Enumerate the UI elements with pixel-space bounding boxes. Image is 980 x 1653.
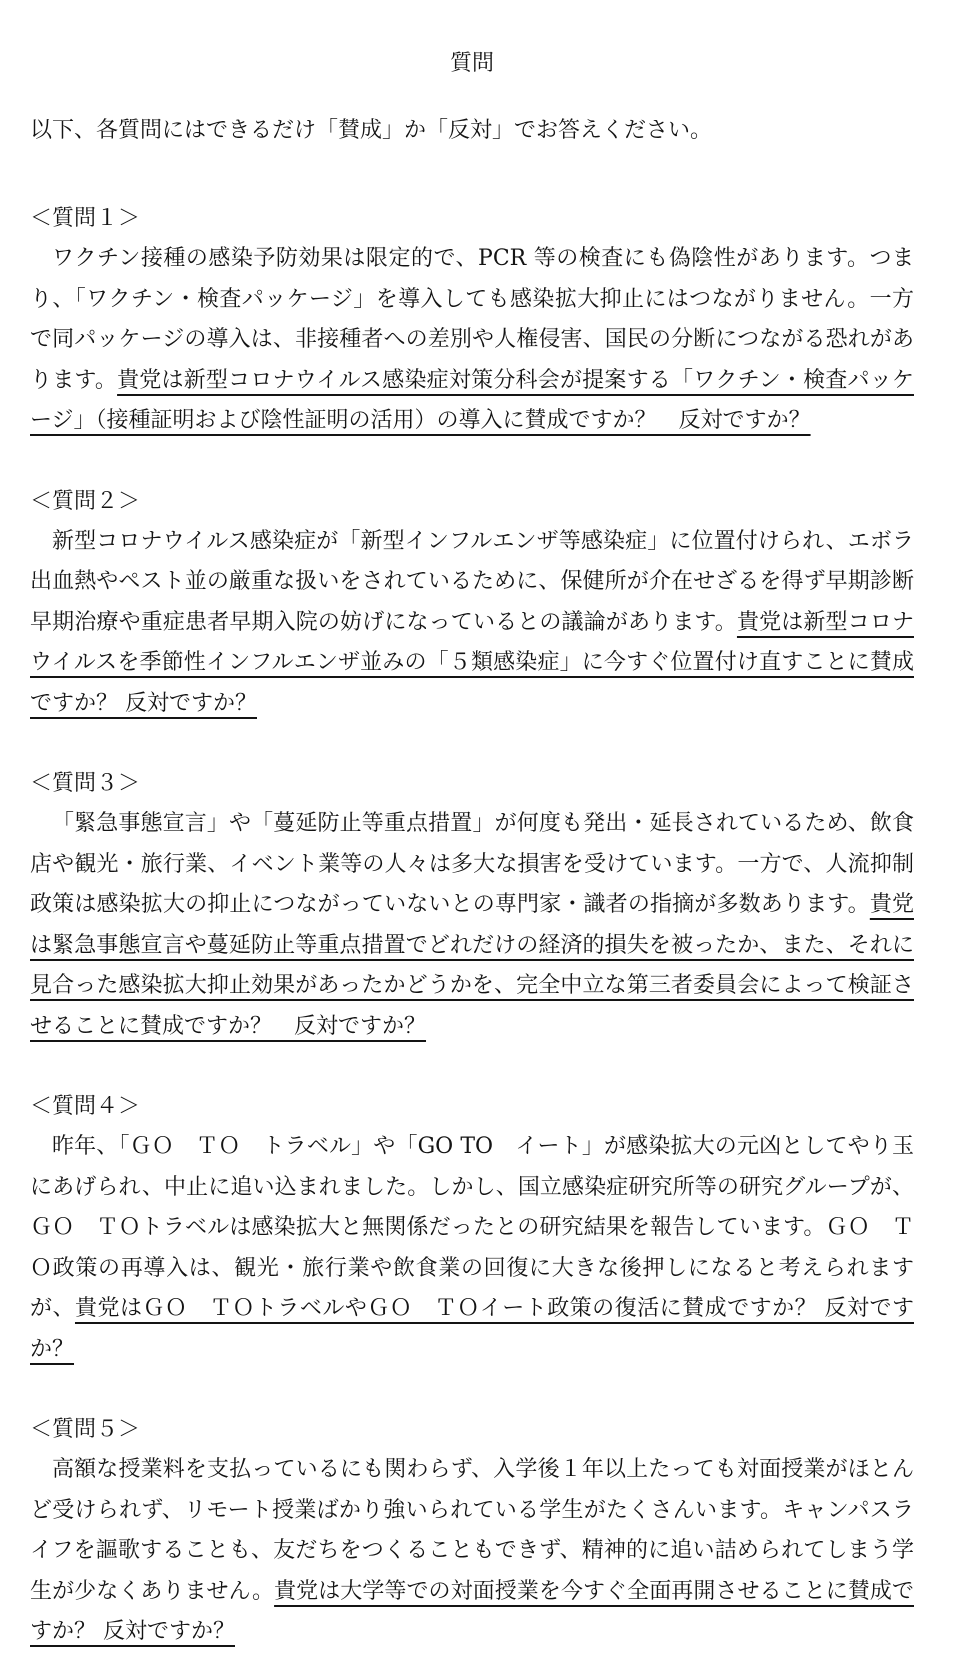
question-background: 「緊急事態宣言」や「蔓延防止等重点措置」が何度も発出・延長されているため、飲食店や観光・旅行業、イベント業等の人々は多大な損害を受けています。一方で、人流抑制政策は感染拡大の抑止につながっていないとの専門家・識者の指摘が多数あります。 (30, 811, 914, 917)
question-heading: ＜質問５＞ (30, 1417, 141, 1442)
question-body (30, 1127, 914, 1370)
question-ask: 貴党はＧＯ ＴＯトラベルやＧＯ ＴＯイート政策の復活に賛成ですか？ 反対ですか？ (30, 1296, 914, 1362)
question-background: 新型コロナウイルス感染症が「新型インフルエンザ等感染症」に位置付けられ、エボラ出血熱やペスト並の厳重な扱いをされているために、保健所が介在せざるを得ず早期診断早期治療や重症患者早期入院の妨げになっているとの議論があります。 (30, 528, 914, 635)
question-body (30, 1450, 914, 1653)
question-heading: ＜質問１＞ (30, 206, 141, 231)
question-heading: ＜質問４＞ (30, 1094, 141, 1119)
question-heading: ＜質問２＞ (30, 488, 141, 514)
question-background: 昨年、「ＧＯ ＴＯ トラベル」や「GO TO イート」が感染拡大の元凶としてやり玉にあげられ、中止に追い込まれました。しかし、国立感染症研究所等の研究グループが、ＧＯ ＴＯトラベルは感染拡大と無関係だったとの研究結果を報告しています。ＧＯ ＴＯ政策の再導入は、観光・旅行業や飲食業の回復に大きな後押しになると考えられますが、 (30, 1134, 914, 1321)
question-background: ワクチン接種の感染予防効果は限定的で、PCR 等の検査にも偽陰性があります。つまり、「ワクチン・検査パッケージ」を導入しても感染拡大抑止にはつながりません。一方で同パッケージの導入は、非接種者への差別や人権侵害、国民の分断につながる恐れがあります。 (30, 246, 914, 393)
intro-text: 以下、各質問にはできるだけ「賛成」か「反対」でお答えください。 (30, 118, 713, 143)
question-body (30, 522, 914, 725)
question-5 (30, 1410, 914, 1653)
question-4 (30, 1087, 914, 1370)
question-1 (30, 199, 914, 442)
question-heading: ＜質問３＞ (30, 771, 141, 796)
question-ask: 貴党は大学等での対面授業を今すぐ全面再開させることに賛成ですか？ 反対ですか？ (30, 1578, 914, 1644)
question-ask: 貴党は緊急事態宣言や蔓延防止等重点措置でどれだけの経済的損失を被ったか、また、それに見合った感染拡大抑止効果があったかどうかを、完全中立な第三者委員会によって検証させることに賛成ですか？ 反対ですか？ (30, 892, 914, 1039)
document-title: 質問 (449, 51, 494, 76)
question-ask: 貴党は新型コロナウイルスを季節性インフルエンザ並みの「５類感染症」に今すぐ位置付け直すことに賛成ですか？ 反対ですか？ (30, 609, 914, 716)
question-body (30, 239, 914, 442)
question-body (30, 804, 914, 1047)
question-2 (30, 482, 914, 725)
question-background: 高額な授業料を支払っているにも関わらず、入学後１年以上たっても対面授業がほとんど受けられず、リモート授業ばかり強いられている学生がたくさんいます。キャンパスライフを謳歌することも、友だちをつくることもできず、精神的に追い詰められてしまう学生が少なくありません。 (30, 1457, 914, 1604)
question-ask: 貴党は新型コロナウイルス感染症対策分科会が提案する「ワクチン・検査パッケージ」（接種証明および陰性証明の活用）の導入に賛成ですか？ 反対ですか？ (30, 367, 914, 433)
question-3 (30, 764, 914, 1047)
